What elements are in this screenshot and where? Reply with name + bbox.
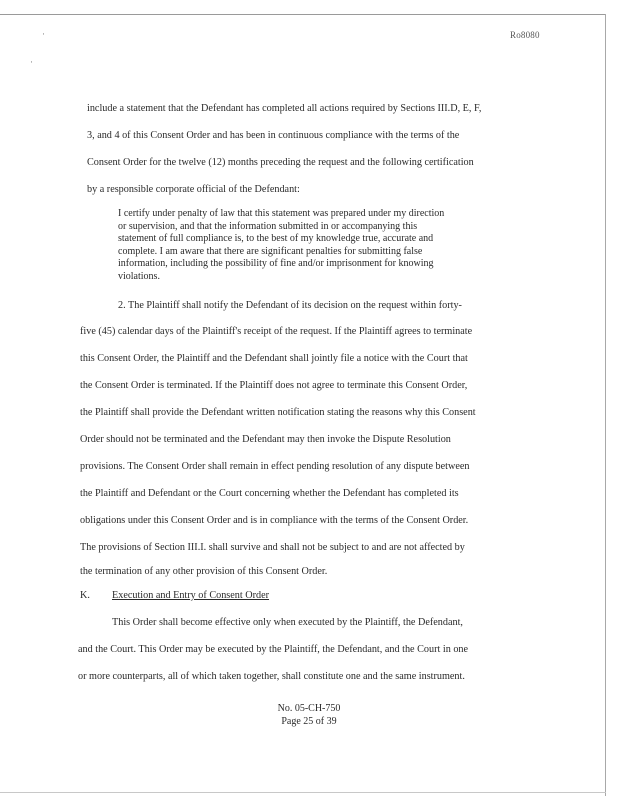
paragraph-2-line: obligations under this Consent Order and is in compliance with the terms of the Consent Order. xyxy=(80,515,469,526)
scan-border-right xyxy=(605,14,606,796)
certification-line: violations. xyxy=(118,270,160,282)
certification-line: complete. I am aware that there are significant penalties for submitting false xyxy=(118,245,423,257)
paragraph-2-line: provisions. The Consent Order shall remain in effect pending resolution of any dispute between xyxy=(80,461,470,472)
paragraph-2-line: five (45) calendar days of the Plaintiff's receipt of the request. If the Plaintiff agrees to terminate xyxy=(80,326,473,337)
certification-block xyxy=(118,208,444,283)
section-number: K. xyxy=(80,590,90,601)
continuation-line: 3, and 4 of this Consent Order and has been in continuous compliance with the terms of the xyxy=(87,130,460,141)
paragraph-3-line: This Order shall become effective only when executed by the Plaintiff, the Defendant, xyxy=(112,617,463,628)
continuation-line: include a statement that the Defendant has completed all actions required by Sections III.D, E, F, xyxy=(87,103,482,114)
certification-line: statement of full compliance is, to the best of my knowledge true, accurate and xyxy=(118,233,434,244)
continuation-line: by a responsible corporate official of the Defendant: xyxy=(87,184,300,195)
certification-line: I certify under penalty of law that this statement was prepared under my direction xyxy=(118,208,445,219)
section-heading: Execution and Entry of Consent Order xyxy=(112,590,270,601)
paragraph-2-line: the termination of any other provision of this Consent Order. xyxy=(80,566,328,577)
paragraph-2-line: the Plaintiff and Defendant or the Court concerning whether the Defendant has completed its xyxy=(80,488,459,499)
paragraph-2-line: The provisions of Section III.I. shall survive and shall not be subject to and are not affected by xyxy=(80,542,465,553)
page-label: Page 25 of 39 xyxy=(281,716,337,727)
paragraph-2-line: 2. The Plaintiff shall notify the Defendant of its decision on the request within forty- xyxy=(118,300,462,311)
scan-border-top xyxy=(0,14,606,15)
paragraph-2-line: the Plaintiff shall provide the Defendant written notification stating the reasons why this Consent xyxy=(80,407,476,418)
scan-speck: · xyxy=(30,57,33,67)
case-number: No. 05-CH-750 xyxy=(277,703,341,714)
paragraph-2-line: this Consent Order, the Plaintiff and the Defendant shall jointly file a notice with the Court that xyxy=(80,353,468,364)
scan-speck: · xyxy=(42,29,45,39)
paragraph-2-line: the Consent Order is terminated. If the Plaintiff does not agree to terminate this Consent Order, xyxy=(80,380,468,391)
certification-line: information, including the possibility of fine and/or imprisonment for knowing xyxy=(118,258,434,269)
paragraph-3-line: or more counterparts, all of which taken together, shall constitute one and the same instrument. xyxy=(78,671,465,682)
paragraph-3-line: and the Court. This Order may be executed by the Plaintiff, the Defendant, and the Court in one xyxy=(78,644,469,655)
certification-line: or supervision, and that the information submitted in or accompanying this xyxy=(118,220,418,232)
header-tag: Ro8080 xyxy=(510,30,540,40)
paragraph-2-line: Order should not be terminated and the Defendant may then invoke the Dispute Resolution xyxy=(80,434,451,445)
continuation-line: Consent Order for the twelve (12) months preceding the request and the following certification xyxy=(87,157,474,168)
scan-border-bottom xyxy=(0,792,606,793)
